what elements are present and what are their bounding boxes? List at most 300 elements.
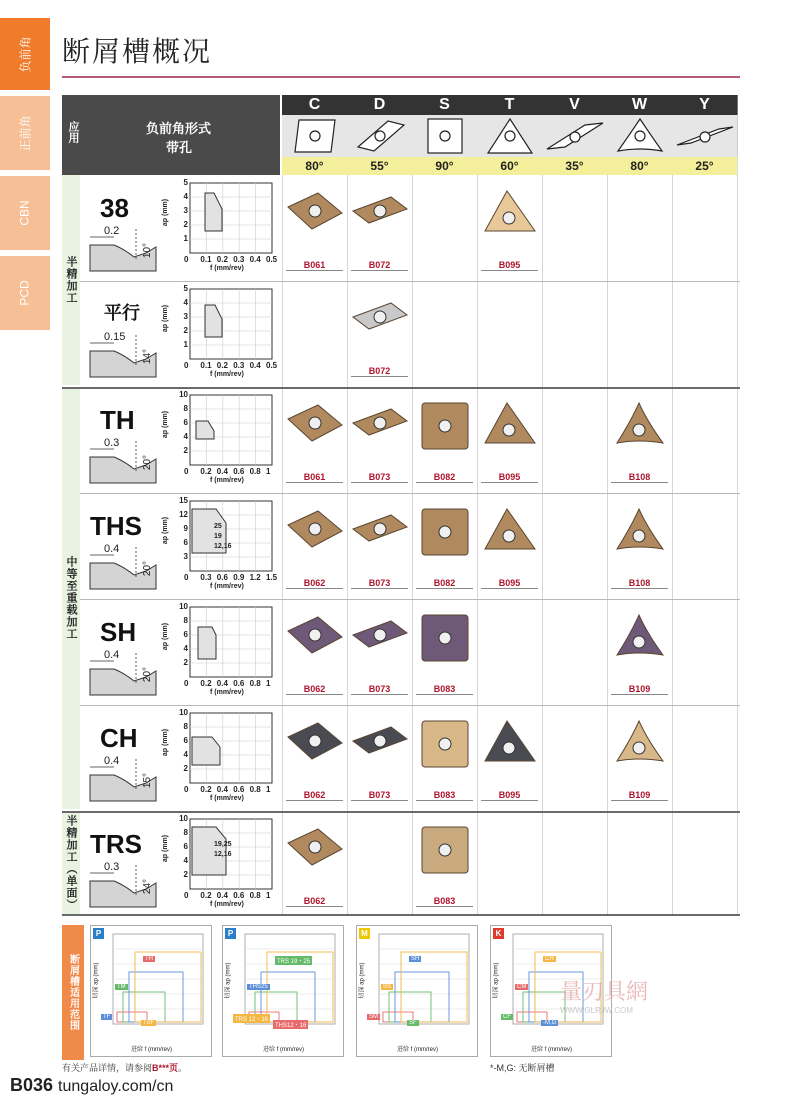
insert-image[interactable]	[481, 399, 539, 460]
insert-hole	[503, 530, 515, 542]
y-axis-label: 切深 ap (mm)	[493, 962, 500, 999]
y-tick: 2	[183, 446, 188, 455]
x-axis-label: f (mm/rev)	[210, 795, 244, 802]
y-tick: 4	[183, 432, 188, 441]
y-axis-label: 切深 ap (mm)	[225, 962, 232, 999]
y-tick: 4	[183, 644, 188, 653]
grade-tag: SS	[383, 984, 392, 990]
page-number: B036	[10, 1075, 54, 1095]
insert-image[interactable]	[286, 823, 344, 884]
page-reference[interactable]: B073	[351, 684, 408, 695]
x-axis-label: f (mm/rev)	[210, 583, 244, 590]
chipbreaker-name: 平行	[104, 303, 140, 323]
page-reference[interactable]: B072	[351, 260, 408, 271]
x-tick: 0.8	[249, 891, 261, 900]
x-tick: 0.1	[200, 361, 212, 370]
col-letter-d: D	[347, 95, 413, 115]
y-tick: 9	[183, 524, 188, 533]
y-tick: 4	[183, 298, 188, 307]
x-tick: 0.5	[266, 255, 278, 264]
ap-f-range-chart	[162, 284, 280, 383]
land-width: 0.2	[104, 225, 120, 237]
col-angle-y: 25°	[672, 157, 738, 175]
page-reference[interactable]: B083	[416, 896, 473, 907]
x-tick: 1	[266, 785, 271, 794]
land-width: 0.15	[104, 331, 126, 343]
area-label: 12,16	[214, 543, 232, 550]
x-tick: 0.4	[249, 361, 261, 370]
insert-image[interactable]	[351, 717, 409, 778]
material-badge: M	[359, 928, 370, 939]
x-tick: 0.4	[216, 785, 228, 794]
insert-hole	[374, 629, 386, 641]
page-title: 断屑槽概况	[62, 36, 213, 67]
y-tick: 6	[183, 418, 188, 427]
x-tick: 0.4	[216, 891, 228, 900]
insert-hole	[633, 530, 645, 542]
insert-image[interactable]	[481, 505, 539, 566]
row-divider	[80, 493, 740, 494]
insert-hole	[309, 735, 321, 747]
x-tick: 0	[184, 891, 189, 900]
col-shape-s	[412, 115, 478, 157]
insert-body	[617, 721, 663, 761]
y-tick: 4	[183, 750, 188, 759]
insert-image[interactable]	[416, 717, 474, 778]
x-tick: 0.6	[233, 891, 245, 900]
col-angle-t: 60°	[477, 157, 543, 175]
chipbreaker-name: SH	[100, 617, 137, 647]
y-axis-label: ap (mm)	[162, 410, 170, 439]
area-label: 25	[214, 523, 222, 530]
y-tick: 2	[183, 658, 188, 667]
col-angle-s: 90°	[412, 157, 478, 175]
insert-image[interactable]	[611, 611, 669, 672]
y-tick: 8	[183, 404, 188, 413]
insert-body	[485, 721, 535, 761]
page-reference[interactable]: B083	[416, 684, 473, 695]
x-tick: 0.6	[233, 679, 245, 688]
y-tick: 2	[183, 870, 188, 879]
y-tick: 4	[183, 192, 188, 201]
x-axis-label: f (mm/rev)	[210, 265, 244, 272]
x-axis-label: f (mm/rev)	[210, 477, 244, 484]
footer-url[interactable]: tungaloy.com/cn	[58, 1078, 174, 1095]
insert-hole	[503, 424, 515, 436]
x-tick: 0	[184, 573, 189, 582]
y-tick: 2	[183, 764, 188, 773]
x-tick: 1	[266, 679, 271, 688]
group-medium-heavy: 中等至重载加工	[62, 387, 80, 809]
y-axis-label: ap (mm)	[162, 622, 170, 651]
insert-body	[617, 509, 663, 549]
x-tick: 0.5	[266, 361, 278, 370]
group-semi-finishing-single: 半精加工（单面）	[62, 811, 80, 915]
x-axis-label: f (mm/rev)	[210, 371, 244, 378]
y-tick: 4	[183, 856, 188, 865]
insert-image[interactable]	[416, 399, 474, 460]
insert-hole	[310, 131, 320, 141]
column-divider	[737, 175, 738, 915]
y-tick: 2	[183, 220, 188, 229]
insert-body	[617, 615, 663, 655]
rake-angle: 10°	[142, 242, 154, 259]
insert-hole	[374, 417, 386, 429]
chipbreaker-name: TRS	[90, 829, 142, 859]
x-tick: 0.6	[216, 573, 228, 582]
column-divider	[347, 175, 348, 915]
col-angle-w: 80°	[607, 157, 673, 175]
y-tick: 8	[183, 616, 188, 625]
grade-tag: -M,G	[543, 1020, 557, 1026]
insert-hole	[439, 526, 451, 538]
grade-tag: TH	[145, 956, 153, 962]
col-letter-c: C	[282, 95, 348, 115]
application-area	[192, 737, 220, 765]
header-type: 负前角形式 带孔	[80, 95, 280, 175]
insert-image[interactable]	[351, 187, 409, 248]
insert-hole	[635, 131, 645, 141]
y-axis-label: ap (mm)	[162, 834, 170, 863]
column-divider	[542, 175, 543, 915]
insert-hole	[375, 131, 385, 141]
application-area	[198, 627, 216, 659]
x-tick: 0	[184, 785, 189, 794]
insert-hole	[439, 738, 451, 750]
y-axis-label: ap (mm)	[162, 728, 170, 757]
page-reference[interactable]: B082	[416, 472, 473, 483]
page-reference[interactable]: B109	[611, 684, 668, 695]
side-tab-cbn[interactable]: CBN	[0, 176, 50, 250]
y-tick: 3	[183, 552, 188, 561]
x-axis-label: f (mm/rev)	[210, 689, 244, 696]
no-breaker-note: *-M,G: 无断屑槽	[490, 1063, 555, 1073]
y-tick: 6	[183, 842, 188, 851]
page-reference[interactable]: B073	[351, 790, 408, 801]
grade-tag: CF	[503, 1014, 511, 1020]
area-label: 12,16	[214, 851, 232, 858]
insert-hole	[503, 212, 515, 224]
grade-tag: CM	[517, 984, 527, 990]
rake-angle: 20°	[142, 560, 154, 577]
product-note-link[interactable]: B***页	[152, 1063, 179, 1073]
y-axis-label: ap (mm)	[162, 198, 170, 227]
rake-angle: 15°	[142, 772, 154, 789]
grade-tag: SF	[409, 1020, 417, 1026]
y-tick: 1	[183, 234, 188, 243]
insert-image[interactable]	[611, 399, 669, 460]
page-reference[interactable]: B061	[286, 260, 343, 271]
x-tick: 0.2	[216, 361, 228, 370]
y-tick: 1	[183, 340, 188, 349]
col-angle-d: 55°	[347, 157, 413, 175]
product-note: 有关产品详情，请参阅B***页。	[62, 1063, 188, 1073]
footer	[10, 1075, 173, 1096]
x-tick: 0.6	[233, 785, 245, 794]
insert-image[interactable]	[351, 399, 409, 460]
page-reference[interactable]: B072	[351, 366, 408, 377]
y-tick: 15	[179, 496, 188, 505]
material-badge: P	[93, 928, 104, 939]
grade-tag: SH	[411, 956, 420, 962]
land-width: 0.4	[104, 755, 120, 767]
chipbreaker-name: THS	[90, 511, 142, 541]
x-tick: 0.9	[233, 573, 245, 582]
rake-angle: 20°	[142, 666, 154, 683]
col-letter-w: W	[607, 95, 673, 115]
col-letter-s: S	[412, 95, 478, 115]
x-tick: 1	[266, 891, 271, 900]
y-axis-label: ap (mm)	[162, 304, 170, 333]
y-tick: 5	[183, 284, 188, 293]
insert-image[interactable]	[286, 611, 344, 672]
insert-body	[617, 403, 663, 443]
x-tick: 0.2	[216, 255, 228, 264]
row-divider	[62, 811, 740, 813]
grade-tag: TF	[103, 1014, 111, 1020]
y-tick: 8	[183, 828, 188, 837]
page-reference[interactable]: B095	[481, 260, 538, 271]
x-tick: 1	[266, 467, 271, 476]
y-tick: 6	[183, 630, 188, 639]
x-tick: 0.2	[200, 891, 212, 900]
x-tick: 0	[184, 467, 189, 476]
y-axis-label: ap (mm)	[162, 516, 170, 545]
grade-tag: TRS 12・16	[233, 1014, 270, 1023]
col-shape-y	[672, 115, 738, 157]
column-divider	[477, 175, 478, 915]
page-reference[interactable]: B082	[416, 578, 473, 589]
x-axis-label: 进给 f (mm/rev)	[531, 1047, 572, 1053]
x-axis-label: f (mm/rev)	[210, 901, 244, 908]
insert-hole	[309, 841, 321, 853]
ap-f-range-chart	[162, 602, 280, 701]
x-tick: 0.8	[249, 785, 261, 794]
column-divider	[412, 175, 413, 915]
page-reference[interactable]: B108	[611, 578, 668, 589]
insert-hole	[440, 131, 450, 141]
chipbreaker-name: 38	[100, 193, 129, 223]
grade-tag: TRS 19・25	[275, 956, 312, 965]
page-reference[interactable]: B095	[481, 472, 538, 483]
grade-tag: TM	[117, 984, 126, 990]
y-tick: 6	[183, 538, 188, 547]
table-bottom-border	[62, 914, 740, 916]
insert-image[interactable]	[481, 717, 539, 778]
page-reference[interactable]: B062	[286, 790, 343, 801]
col-shape-v	[542, 115, 608, 157]
x-tick: 0	[184, 255, 189, 264]
material-badge: P	[225, 928, 236, 939]
insert-body	[485, 191, 535, 231]
col-angle-v: 35°	[542, 157, 608, 175]
plot-frame	[190, 289, 272, 359]
y-tick: 10	[179, 814, 188, 823]
insert-image[interactable]	[416, 611, 474, 672]
insert-image[interactable]	[351, 293, 409, 354]
column-divider	[672, 175, 673, 915]
ap-f-range-chart	[162, 178, 280, 277]
insert-image[interactable]	[611, 505, 669, 566]
x-tick: 0.3	[200, 573, 212, 582]
insert-hole	[439, 632, 451, 644]
x-axis-label: 进给 f (mm/rev)	[131, 1047, 172, 1053]
land-width: 0.4	[104, 543, 120, 555]
page-reference[interactable]: B095	[481, 578, 538, 589]
x-tick: 0.2	[200, 785, 212, 794]
x-tick: 0.8	[249, 679, 261, 688]
y-tick: 2	[183, 326, 188, 335]
grade-tag: THS25	[249, 984, 268, 990]
chipbreaker-name: CH	[100, 723, 138, 753]
grade-tag: CH	[545, 956, 554, 962]
row-divider	[80, 281, 740, 282]
insert-image[interactable]	[286, 187, 344, 248]
column-divider	[282, 175, 283, 915]
range-chart-2	[356, 925, 478, 1057]
page-reference[interactable]: B062	[286, 684, 343, 695]
insert-image[interactable]	[351, 505, 409, 566]
land-width: 0.3	[104, 861, 120, 873]
grade-tag: THS12・16	[273, 1020, 308, 1029]
column-divider	[607, 175, 608, 915]
page-reference[interactable]: B109	[611, 790, 668, 801]
col-letter-y: Y	[672, 95, 738, 115]
side-tab-pcd[interactable]: PCD	[0, 256, 50, 330]
insert-hole	[374, 311, 386, 323]
rake-angle: 24°	[142, 878, 154, 895]
plot-frame	[190, 183, 272, 253]
y-tick: 6	[183, 736, 188, 745]
insert-hole	[633, 742, 645, 754]
insert-hole	[309, 629, 321, 641]
col-letter-v: V	[542, 95, 608, 115]
insert-image[interactable]	[351, 611, 409, 672]
x-tick: 0.3	[233, 361, 245, 370]
page-reference[interactable]: B073	[351, 578, 408, 589]
insert-hole	[633, 636, 645, 648]
page-reference[interactable]: B073	[351, 472, 408, 483]
y-tick: 10	[179, 708, 188, 717]
x-tick: 0.4	[216, 679, 228, 688]
col-shape-w	[607, 115, 673, 157]
rake-angle: 20°	[142, 454, 154, 471]
grade-tag: SM	[369, 1014, 378, 1020]
col-angle-c: 80°	[282, 157, 348, 175]
x-tick: 0.3	[233, 255, 245, 264]
y-tick: 8	[183, 722, 188, 731]
x-tick: 0.8	[249, 467, 261, 476]
insert-body	[485, 403, 535, 443]
x-tick: 0.1	[200, 255, 212, 264]
group-semi-finishing: 半精加工	[62, 175, 80, 385]
page-reference[interactable]: B062	[286, 578, 343, 589]
insert-hole	[374, 523, 386, 535]
y-axis-label: 切深 ap (mm)	[359, 962, 366, 999]
x-tick: 0	[184, 361, 189, 370]
insert-image[interactable]	[286, 717, 344, 778]
page-reference[interactable]: B062	[286, 896, 343, 907]
x-tick: 0.2	[200, 679, 212, 688]
col-shape-d	[347, 115, 413, 157]
land-width: 0.3	[104, 437, 120, 449]
side-tab-negative[interactable]: 负前角	[0, 18, 50, 90]
side-tab-positive[interactable]: 正前角	[0, 96, 50, 170]
insert-hole	[439, 844, 451, 856]
x-axis-label: 进给 f (mm/rev)	[397, 1047, 438, 1053]
x-tick: 1.2	[249, 573, 261, 582]
insert-hole	[374, 735, 386, 747]
material-badge: K	[493, 928, 504, 939]
header-usage: 应用	[62, 95, 80, 175]
y-tick: 3	[183, 312, 188, 321]
insert-hole	[309, 523, 321, 535]
range-chart-1	[222, 925, 344, 1057]
insert-hole	[439, 420, 451, 432]
insert-image[interactable]	[611, 717, 669, 778]
y-tick: 10	[179, 390, 188, 399]
col-shape-t	[477, 115, 543, 157]
ap-f-range-chart	[162, 496, 280, 595]
chipbreaker-name: TH	[100, 405, 135, 435]
watermark: 量刃具網 WWW.GLRJW.COM	[560, 979, 649, 1015]
x-axis-label: 进给 f (mm/rev)	[263, 1047, 304, 1053]
page-reference[interactable]: B108	[611, 472, 668, 483]
col-shape-c	[282, 115, 348, 157]
page-reference[interactable]: B061	[286, 472, 343, 483]
range-chart-0	[90, 925, 212, 1057]
row-divider	[80, 705, 740, 706]
land-width: 0.4	[104, 649, 120, 661]
y-tick: 12	[179, 510, 188, 519]
insert-image[interactable]	[286, 505, 344, 566]
x-tick: 1.5	[266, 573, 278, 582]
y-tick: 3	[183, 206, 188, 215]
y-tick: 5	[183, 178, 188, 187]
area-label: 19,25	[214, 841, 232, 848]
insert-hole	[309, 417, 321, 429]
x-tick: 0.4	[249, 255, 261, 264]
rake-angle: 14°	[142, 348, 154, 365]
insert-hole	[374, 205, 386, 217]
area-label: 19	[214, 533, 222, 540]
insert-hole	[309, 205, 321, 217]
insert-image[interactable]	[286, 399, 344, 460]
x-tick: 0.2	[200, 467, 212, 476]
insert-image[interactable]	[416, 505, 474, 566]
insert-hole	[570, 132, 580, 142]
insert-image[interactable]	[481, 187, 539, 248]
y-axis-label: 切深 ap (mm)	[93, 962, 100, 999]
insert-image[interactable]	[416, 823, 474, 884]
row-divider	[62, 387, 740, 389]
insert-hole	[503, 742, 515, 754]
grade-tag: TSF	[143, 1020, 155, 1026]
col-letter-t: T	[477, 95, 543, 115]
page-reference[interactable]: B083	[416, 790, 473, 801]
insert-hole	[633, 424, 645, 436]
x-tick: 0.6	[233, 467, 245, 476]
ap-f-range-chart	[162, 390, 280, 489]
row-divider	[80, 599, 740, 600]
insert-body	[485, 509, 535, 549]
page-reference[interactable]: B095	[481, 790, 538, 801]
insert-hole	[700, 132, 710, 142]
ap-f-range-chart	[162, 708, 280, 807]
insert-hole	[505, 131, 515, 141]
x-tick: 0.4	[216, 467, 228, 476]
y-tick: 10	[179, 602, 188, 611]
